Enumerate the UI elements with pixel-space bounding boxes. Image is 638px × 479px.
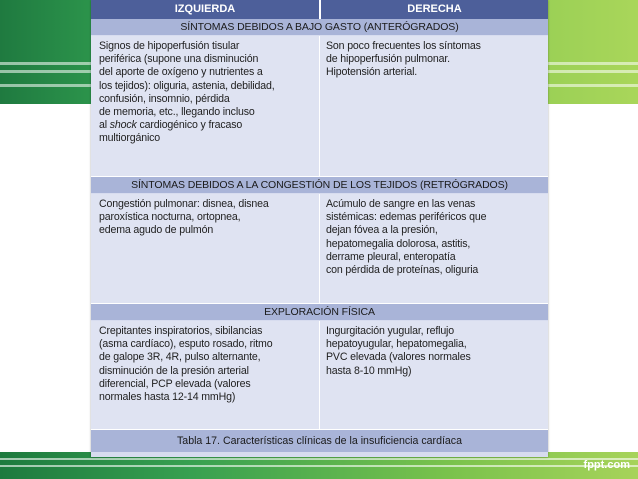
table-caption: Tabla 17. Características clínicas de la insuficiencia cardíaca [91, 430, 548, 452]
text-line: con pérdida de proteínas, oliguria [326, 264, 479, 277]
text-line: derrame pleural, enteropatía [326, 250, 456, 263]
section-title-low-output: SÍNTOMAS DEBIDOS A BAJO GASTO (ANTERÓGRADOS) [91, 19, 548, 35]
text-line: paroxística nocturna, ortopnea, [99, 211, 241, 224]
text-line: Signos de hipoperfusión tisular [99, 40, 240, 52]
text-line: hepatoyugular, hepatomegalia, [326, 338, 467, 351]
cell-right [320, 321, 548, 429]
text-line: Congestión pulmonar: disnea, disnea [99, 198, 269, 210]
text-line: Acúmulo de sangre en las venas [326, 198, 476, 210]
text-line: los tejidos): oliguria, astenia, debilidad, [99, 79, 275, 92]
section-body-congestion [91, 194, 548, 303]
text-line: Crepitantes inspiratorios, sibilancias [99, 325, 263, 337]
text-line: Son poco frecuentes los síntomas [326, 40, 481, 52]
text-line: hasta 8-10 mmHg) [326, 364, 412, 377]
section-body-physical-exam [91, 321, 548, 429]
text-line: disminución de la presión arterial [99, 364, 249, 377]
cell-right [320, 36, 548, 176]
text-line: normales hasta 12-14 mmHg) [99, 391, 236, 404]
text-line: diferencial, PCP elevada (valores [99, 377, 251, 390]
text-line: (asma cardíaco), esputo rosado, ritmo [99, 338, 273, 351]
text-line: de galope 3R, 4R, pulso alternante, [99, 351, 261, 364]
text-line: Ingurgitación yugular, reflujo [326, 325, 455, 337]
text-line: de hipoperfusión pulmonar. [326, 53, 450, 66]
text-line: hepatomegalia dolorosa, astitis, [326, 237, 471, 250]
text-line: sistémicas: edemas periféricos que [326, 211, 487, 224]
text-line: al shock cardiogénico y fracaso [99, 119, 243, 132]
clinical-table-scan [91, 0, 548, 457]
text-line: confusión, insomnio, pérdida [99, 92, 230, 105]
cell-left [91, 321, 319, 429]
section-title-physical-exam: EXPLORACIÓN FÍSICA [91, 304, 548, 320]
cell-left [91, 194, 319, 303]
text-line: dejan fóvea a la presión, [326, 224, 438, 237]
header-left: IZQUIERDA [174, 3, 236, 15]
header-right: DERECHA [407, 3, 462, 15]
table-header [91, 0, 548, 19]
text-line: PVC elevada (valores normales [326, 351, 471, 364]
text-line: periférica (supone una disminución [99, 53, 259, 66]
text-line: multiorgánico [99, 132, 161, 145]
section-title-congestion: SÍNTOMAS DEBIDOS A LA CONGESTIÓN DE LOS TEJIDOS (RETRÓGRADOS) [91, 177, 548, 193]
section-body-low-output [91, 36, 548, 176]
footer-brand: fppt.com [583, 459, 630, 471]
text-line: Hipotensión arterial. [326, 66, 418, 79]
text-line: edema agudo de pulmón [99, 224, 214, 237]
text-line: del aporte de oxígeno y nutrientes a [99, 66, 263, 79]
cell-left [91, 36, 319, 176]
cell-right [320, 194, 548, 303]
text-line: de memoria, etc., llegando incluso [99, 106, 255, 119]
